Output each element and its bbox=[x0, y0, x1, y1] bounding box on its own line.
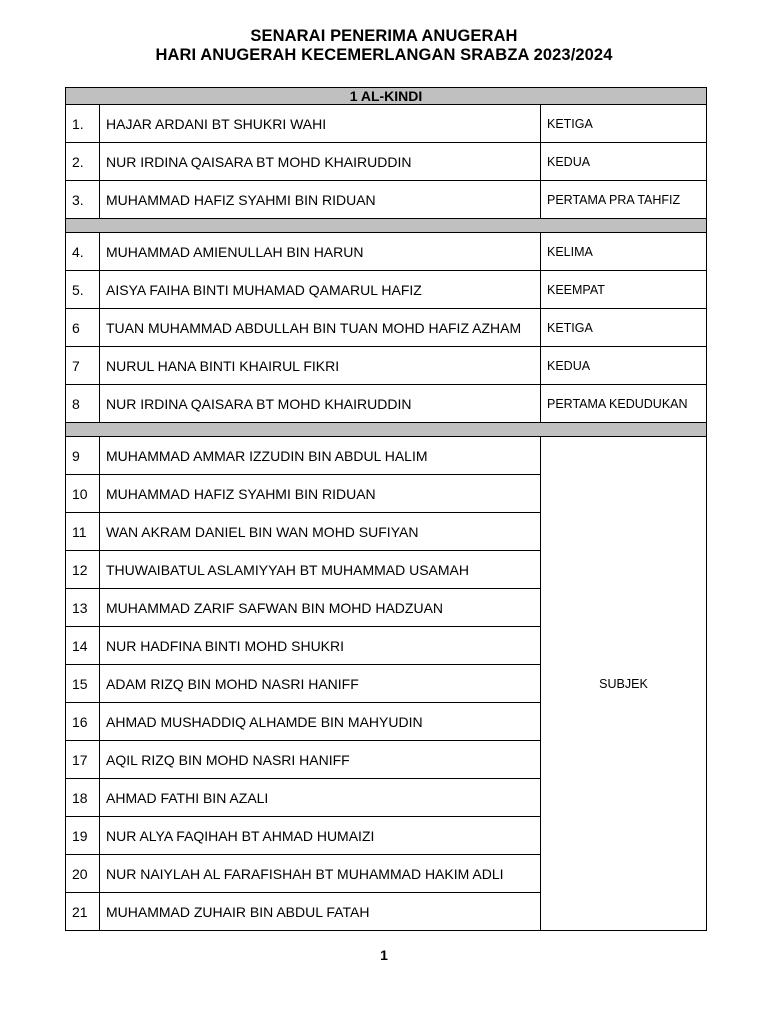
row-number: 1. bbox=[66, 105, 100, 143]
table-row bbox=[66, 385, 707, 423]
table-row bbox=[66, 271, 707, 309]
award-category: PERTAMA PRA TAHFIZ bbox=[541, 181, 707, 219]
recipient-name: MUHAMMAD ZUHAIR BIN ABDUL FATAH bbox=[100, 893, 541, 931]
table-row bbox=[66, 181, 707, 219]
table-row bbox=[66, 347, 707, 385]
section-divider bbox=[66, 219, 707, 233]
row-number: 13 bbox=[66, 589, 100, 627]
row-number: 10 bbox=[66, 475, 100, 513]
row-number: 16 bbox=[66, 703, 100, 741]
row-number: 4. bbox=[66, 233, 100, 271]
recipient-name: WAN AKRAM DANIEL BIN WAN MOHD SUFIYAN bbox=[100, 513, 541, 551]
recipient-name: NUR NAIYLAH AL FARAFISHAH BT MUHAMMAD HAKIM ADLI bbox=[100, 855, 541, 893]
award-category: KELIMA bbox=[541, 233, 707, 271]
award-category: KEDUA bbox=[541, 347, 707, 385]
row-number: 20 bbox=[66, 855, 100, 893]
award-category: KETIGA bbox=[541, 309, 707, 347]
award-category: KEEMPAT bbox=[541, 271, 707, 309]
class-name: 1 AL-KINDI bbox=[66, 88, 707, 105]
row-number: 6 bbox=[66, 309, 100, 347]
recipient-name: AISYA FAIHA BINTI MUHAMAD QAMARUL HAFIZ bbox=[100, 271, 541, 309]
award-category: PERTAMA KEDUDUKAN bbox=[541, 385, 707, 423]
recipient-name: MUHAMMAD AMIENULLAH BIN HARUN bbox=[100, 233, 541, 271]
award-category: KETIGA bbox=[541, 105, 707, 143]
table-row bbox=[66, 309, 707, 347]
recipient-name: AQIL RIZQ BIN MOHD NASRI HANIFF bbox=[100, 741, 541, 779]
row-number: 7 bbox=[66, 347, 100, 385]
table-row bbox=[66, 143, 707, 181]
award-category: SUBJEK bbox=[541, 437, 707, 931]
recipient-name: NUR IRDINA QAISARA BT MOHD KHAIRUDDIN bbox=[100, 385, 541, 423]
recipient-name: MUHAMMAD HAFIZ SYAHMI BIN RIDUAN bbox=[100, 181, 541, 219]
recipient-name: HAJAR ARDANI BT SHUKRI WAHI bbox=[100, 105, 541, 143]
recipient-name: MUHAMMAD ZARIF SAFWAN BIN MOHD HADZUAN bbox=[100, 589, 541, 627]
row-number: 19 bbox=[66, 817, 100, 855]
section-divider bbox=[66, 423, 707, 437]
recipient-name: AHMAD FATHI BIN AZALI bbox=[100, 779, 541, 817]
award-category: KEDUA bbox=[541, 143, 707, 181]
recipient-name: AHMAD MUSHADDIQ ALHAMDE BIN MAHYUDIN bbox=[100, 703, 541, 741]
table-row bbox=[66, 233, 707, 271]
recipient-name: NURUL HANA BINTI KHAIRUL FIKRI bbox=[100, 347, 541, 385]
row-number: 17 bbox=[66, 741, 100, 779]
row-number: 8 bbox=[66, 385, 100, 423]
recipient-name: NUR IRDINA QAISARA BT MOHD KHAIRUDDIN bbox=[100, 143, 541, 181]
row-number: 12 bbox=[66, 551, 100, 589]
row-number: 14 bbox=[66, 627, 100, 665]
document-title bbox=[0, 27, 768, 65]
row-number: 21 bbox=[66, 893, 100, 931]
row-number: 2. bbox=[66, 143, 100, 181]
table-row bbox=[66, 105, 707, 143]
row-number: 15 bbox=[66, 665, 100, 703]
recipient-name: MUHAMMAD HAFIZ SYAHMI BIN RIDUAN bbox=[100, 475, 541, 513]
row-number: 9 bbox=[66, 437, 100, 475]
recipient-name: TUAN MUHAMMAD ABDULLAH BIN TUAN MOHD HAFIZ AZHAM bbox=[100, 309, 541, 347]
table-row bbox=[66, 437, 707, 475]
recipient-name: ADAM RIZQ BIN MOHD NASRI HANIFF bbox=[100, 665, 541, 703]
award-recipient-table bbox=[65, 87, 707, 931]
recipient-name: NUR HADFINA BINTI MOHD SHUKRI bbox=[100, 627, 541, 665]
row-number: 3. bbox=[66, 181, 100, 219]
row-number: 11 bbox=[66, 513, 100, 551]
recipient-name: NUR ALYA FAQIHAH BT AHMAD HUMAIZI bbox=[100, 817, 541, 855]
recipient-name: THUWAIBATUL ASLAMIYYAH BT MUHAMMAD USAMAH bbox=[100, 551, 541, 589]
title-line-1: SENARAI PENERIMA ANUGERAH bbox=[250, 27, 518, 45]
section-divider-cell bbox=[66, 219, 707, 233]
row-number: 18 bbox=[66, 779, 100, 817]
row-number: 5. bbox=[66, 271, 100, 309]
section-divider-cell bbox=[66, 423, 707, 437]
class-header-row bbox=[66, 88, 707, 105]
page-number: 1 bbox=[380, 947, 388, 963]
recipient-name: MUHAMMAD AMMAR IZZUDIN BIN ABDUL HALIM bbox=[100, 437, 541, 475]
title-line-2: HARI ANUGERAH KECEMERLANGAN SRABZA 2023/2024 bbox=[155, 46, 613, 64]
